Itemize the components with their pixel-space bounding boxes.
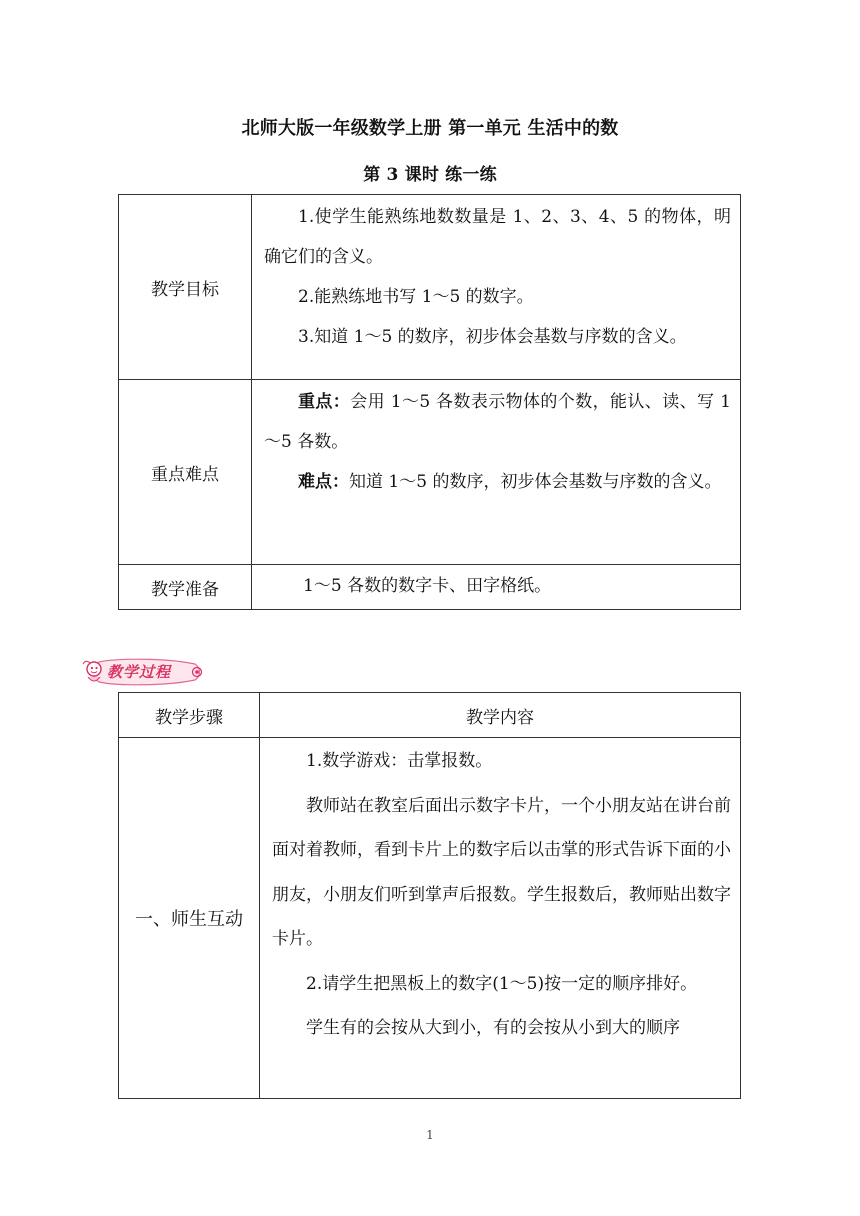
process-paragraph: 学生有的会按从大到小，有的会按从小到大的顺序	[306, 1018, 680, 1038]
difficult-point-text: 知道 1～5 的数序，初步体会基数与序数的含义。	[349, 472, 722, 492]
document-title: 北师大版一年级数学上册 第一单元 生活中的数	[241, 118, 619, 139]
lesson-subtitle: 第 3 课时 练一练	[363, 165, 497, 185]
table-row	[119, 195, 741, 380]
table-row	[119, 738, 741, 1099]
row-label-preparation: 教学准备	[119, 565, 252, 610]
preparation-content	[252, 565, 741, 610]
header-step: 教学步骤	[119, 693, 260, 738]
key-point-text: 会用 1～5 各数表示物体的个数，能认、读、写 1～5 各数。	[264, 392, 731, 452]
header-content: 教学内容	[260, 693, 741, 738]
key-point-label: 重点：	[298, 392, 351, 412]
goals-content	[252, 195, 741, 380]
key-difficult-content	[252, 380, 741, 565]
goal-paragraph: 2.能熟练地书写 1～5 的数字。	[298, 287, 534, 307]
table-row	[119, 380, 741, 565]
row-label-key-difficult: 重点难点	[119, 380, 252, 565]
table-header-row	[119, 693, 741, 738]
table-row	[119, 565, 741, 610]
section-badge	[77, 656, 205, 688]
step-content	[260, 738, 741, 1099]
row-label-goals: 教学目标	[119, 195, 252, 380]
teaching-process-table	[118, 692, 741, 1099]
step-label: 一、师生互动	[119, 738, 260, 1099]
preparation-text: 1～5 各数的数字卡、田字格纸。	[303, 576, 552, 596]
key-point-paragraph	[264, 382, 731, 462]
goal-paragraph: 3.知道 1～5 的数序，初步体会基数与序数的含义。	[298, 327, 687, 347]
process-paragraph: 教师站在教室后面出示数字卡片，一个小朋友站在讲台前面对着教师，看到卡片上的数字后以击掌的形式告诉下面的小朋友，小朋友们听到掌声后报数。学生报数后，教师贴出数字卡片。	[272, 795, 731, 949]
difficult-point-paragraph	[264, 462, 731, 502]
difficult-point-label: 难点：	[298, 472, 349, 492]
goal-paragraph: 1.使学生能熟练地数数量是 1、2、3、4、5 的物体，明确它们的含义。	[264, 207, 731, 267]
page-number: 1	[426, 1128, 434, 1142]
lesson-overview-table	[118, 194, 741, 610]
section-badge-text: 教学过程	[107, 663, 172, 681]
process-paragraph: 1.数学游戏：击掌报数。	[306, 751, 493, 771]
process-paragraph: 2.请学生把黑板上的数字(1～5)按一定的顺序排好。	[306, 973, 698, 994]
